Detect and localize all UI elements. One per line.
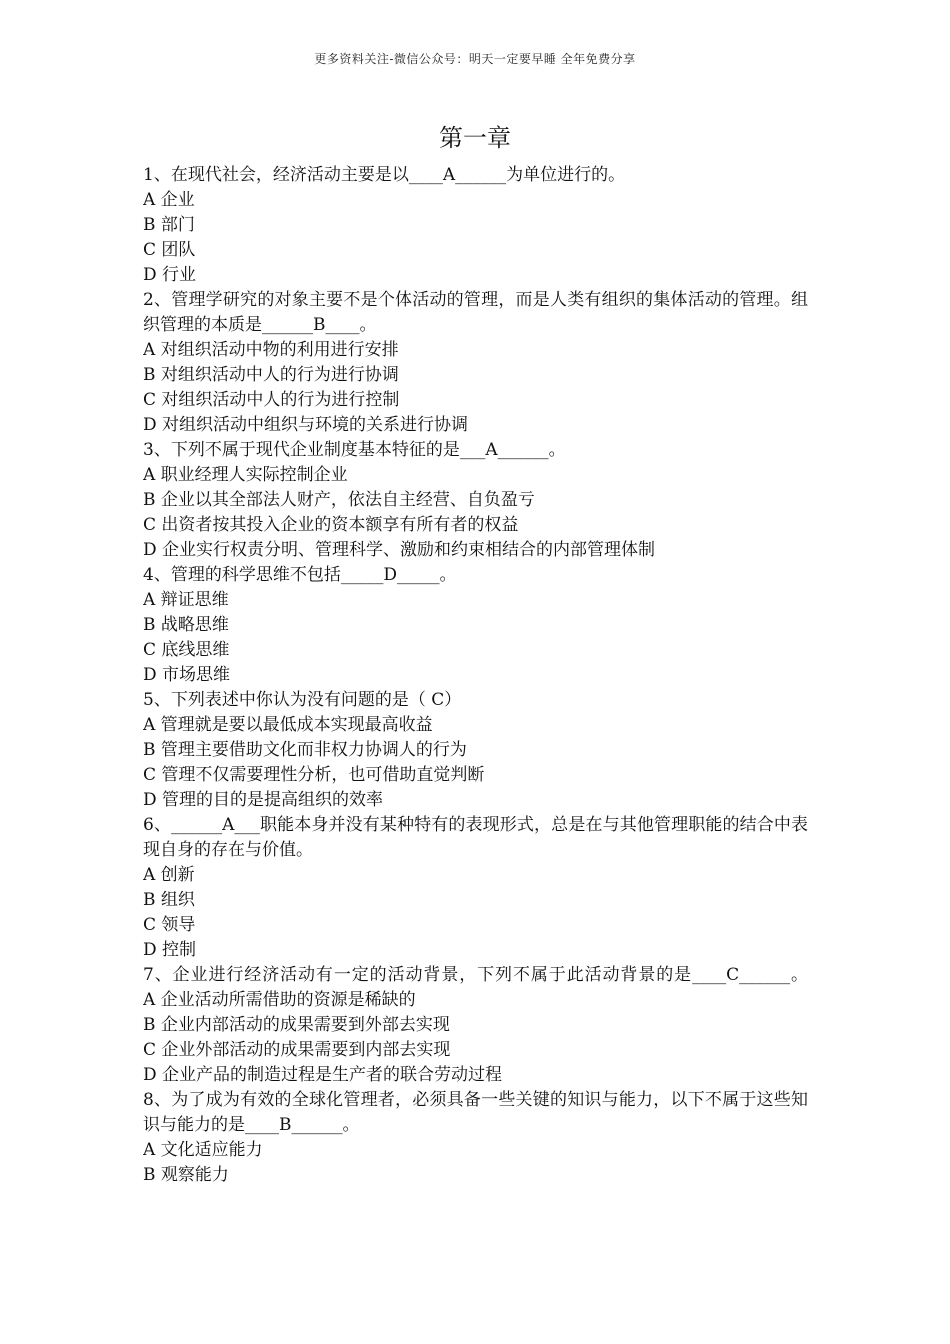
option-d: D 管理的目的是提高组织的效率	[143, 790, 384, 810]
option-c: C 企业外部活动的成果需要到内部去实现	[143, 1040, 451, 1060]
option-d: D 对组织活动中组织与环境的关系进行协调	[143, 415, 469, 435]
question-block	[143, 163, 808, 288]
option-c: C 出资者按其投入企业的资本额享有所有者的权益	[143, 515, 519, 535]
option-b: B 管理主要借助文化而非权力协调人的行为	[143, 740, 467, 760]
question-block	[143, 438, 808, 563]
page-header: 更多资料关注-微信公众号：明天一定要早睡 全年免费分享	[314, 52, 636, 66]
option-c: C 领导	[143, 915, 196, 935]
option-b: B 企业内部活动的成果需要到外部去实现	[143, 1015, 450, 1035]
question-text: 5、下列表述中你认为没有问题的是（ C）	[143, 690, 462, 710]
question-block	[143, 563, 808, 688]
option-b: B 部门	[143, 215, 195, 235]
option-a: A 辩证思维	[143, 590, 229, 610]
question-text: 8、为了成为有效的全球化管理者，必须具备一些关键的知识与能力，以下不属于这些知识与能力的是____B______。	[143, 1090, 808, 1135]
option-c: C 团队	[143, 240, 196, 260]
question-block	[143, 813, 808, 963]
option-b: B 观察能力	[143, 1165, 229, 1185]
question-block	[143, 688, 808, 813]
option-b: B 战略思维	[143, 615, 229, 635]
option-d: D 企业产品的制造过程是生产者的联合劳动过程	[143, 1065, 503, 1085]
option-d: D 控制	[143, 940, 197, 960]
question-block	[143, 963, 808, 1088]
question-text: 7、企业进行经济活动有一定的活动背景，下列不属于此活动背景的是____C______。	[143, 965, 808, 985]
option-a: A 管理就是要以最低成本实现最高收益	[143, 715, 433, 735]
question-block	[143, 288, 808, 438]
option-c: C 对组织活动中人的行为进行控制	[143, 390, 400, 410]
option-a: A 职业经理人实际控制企业	[143, 465, 348, 485]
option-c: C 底线思维	[143, 640, 230, 660]
question-text: 4、管理的科学思维不包括_____D_____。	[143, 565, 457, 585]
question-text: 6、______A___职能本身并没有某种特有的表现形式，总是在与其他管理职能的结合中表现自身的存在与价值。	[143, 815, 808, 860]
question-text: 2、管理学研究的对象主要不是个体活动的管理，而是人类有组织的集体活动的管理。组织管理的本质是______B____。	[143, 290, 808, 335]
option-c: C 管理不仅需要理性分析，也可借助直觉判断	[143, 765, 485, 785]
option-a: A 文化适应能力	[143, 1140, 263, 1160]
option-a: A 创新	[143, 865, 195, 885]
option-a: A 企业	[143, 190, 195, 210]
chapter-title: 第一章	[439, 124, 511, 152]
option-a: A 企业活动所需借助的资源是稀缺的	[143, 990, 416, 1010]
question-text: 3、下列不属于现代企业制度基本特征的是___A______。	[143, 440, 566, 460]
option-d: D 行业	[143, 265, 197, 285]
option-d: D 企业实行权责分明、管理科学、激励和约束相结合的内部管理体制	[143, 540, 656, 560]
question-list	[143, 163, 808, 1188]
option-b: B 组织	[143, 890, 195, 910]
option-d: D 市场思维	[143, 665, 231, 685]
option-a: A 对组织活动中物的利用进行安排	[143, 340, 399, 360]
question-text: 1、在现代社会，经济活动主要是以____A______为单位进行的。	[143, 165, 626, 185]
option-b: B 企业以其全部法人财产，依法自主经营、自负盈亏	[143, 490, 535, 510]
question-block	[143, 1088, 808, 1188]
option-b: B 对组织活动中人的行为进行协调	[143, 365, 399, 385]
